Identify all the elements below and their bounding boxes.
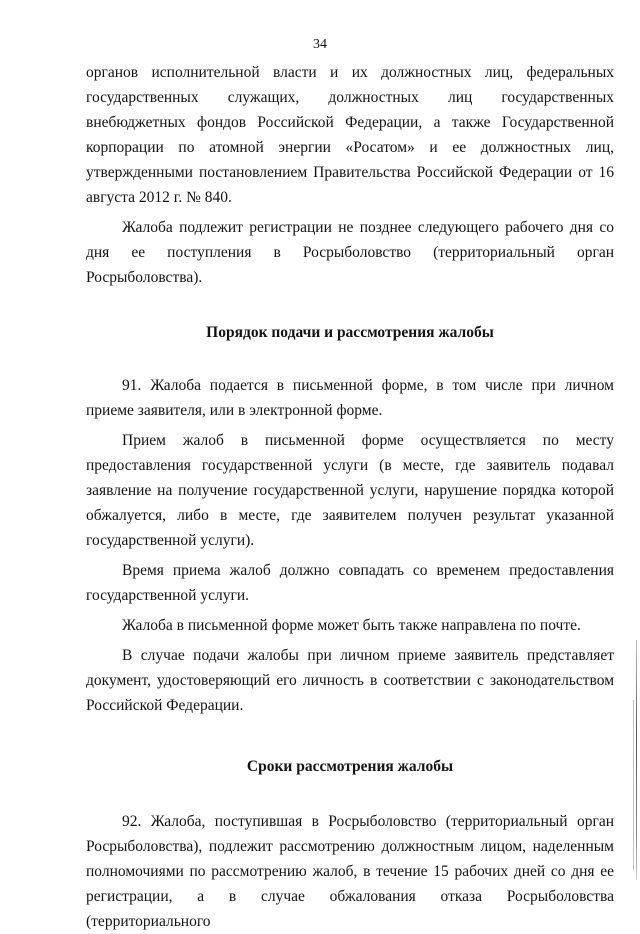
section-heading-terms: Сроки рассмотрения жалобы [246,758,454,775]
paragraph-92: 92. Жалоба, поступившая в Росрыболовство (территориальный орган Росрыболовства), подлежит рассмотрению должностным лицом, наделенным полномочиями по рассмотрению жалоб, в течение 15 рабочих дней со дня ее регистрации, а в случае обжалования отказа Росрыболовства (территориального [86,813,614,930]
scan-edge-line-secondary [633,700,634,870]
paragraph-personal-document: В случае подачи жалобы при личном приеме заявитель представляет документ, удостоверяющий его личность в соответствии с законодательством Российской Федерации. [86,647,614,714]
page-number: 34 [313,37,327,52]
paragraph-reception-time: Время приема жалоб должно совпадать со временем предоставления государственной услуги. [86,562,614,604]
paragraph-reception-place: Прием жалоб в письменной форме осуществляется по месту предоставления государственной услуги (в месте, где заявитель подавал заявление на получение государственной услуги, нарушение порядка которой обжалуется, либо в месте, где заявителем получен результат указанной государственной услуги). [86,432,614,549]
paragraph-continuation: органов исполнительной власти и их должностных лиц, федеральных государственных служащих, должностных лиц государственных внебюджетных фондов Российской Федерации, а также Государственной корпорации по атомной энергии «Росатом» и ее должностных лиц, утвержденными постановлением Правительства Российской Федерации от 16 августа 2012 г. № 840. [86,64,614,206]
paragraph-by-mail: Жалоба в письменной форме может быть также направлена по почте. [122,617,581,634]
paragraph-registration: Жалоба подлежит регистрации не позднее следующего рабочего дня со дня ее поступления в Росрыболовство (территориальный орган Росрыболовства). [86,219,614,286]
scan-edge-line [636,640,637,880]
paragraph-91: 91. Жалоба подается в письменной форме, в том числе при личном приеме заявителя, или в электронной форме. [86,377,614,419]
section-heading-submission: Порядок подачи и рассмотрения жалобы [206,324,494,341]
page-content [86,60,614,934]
